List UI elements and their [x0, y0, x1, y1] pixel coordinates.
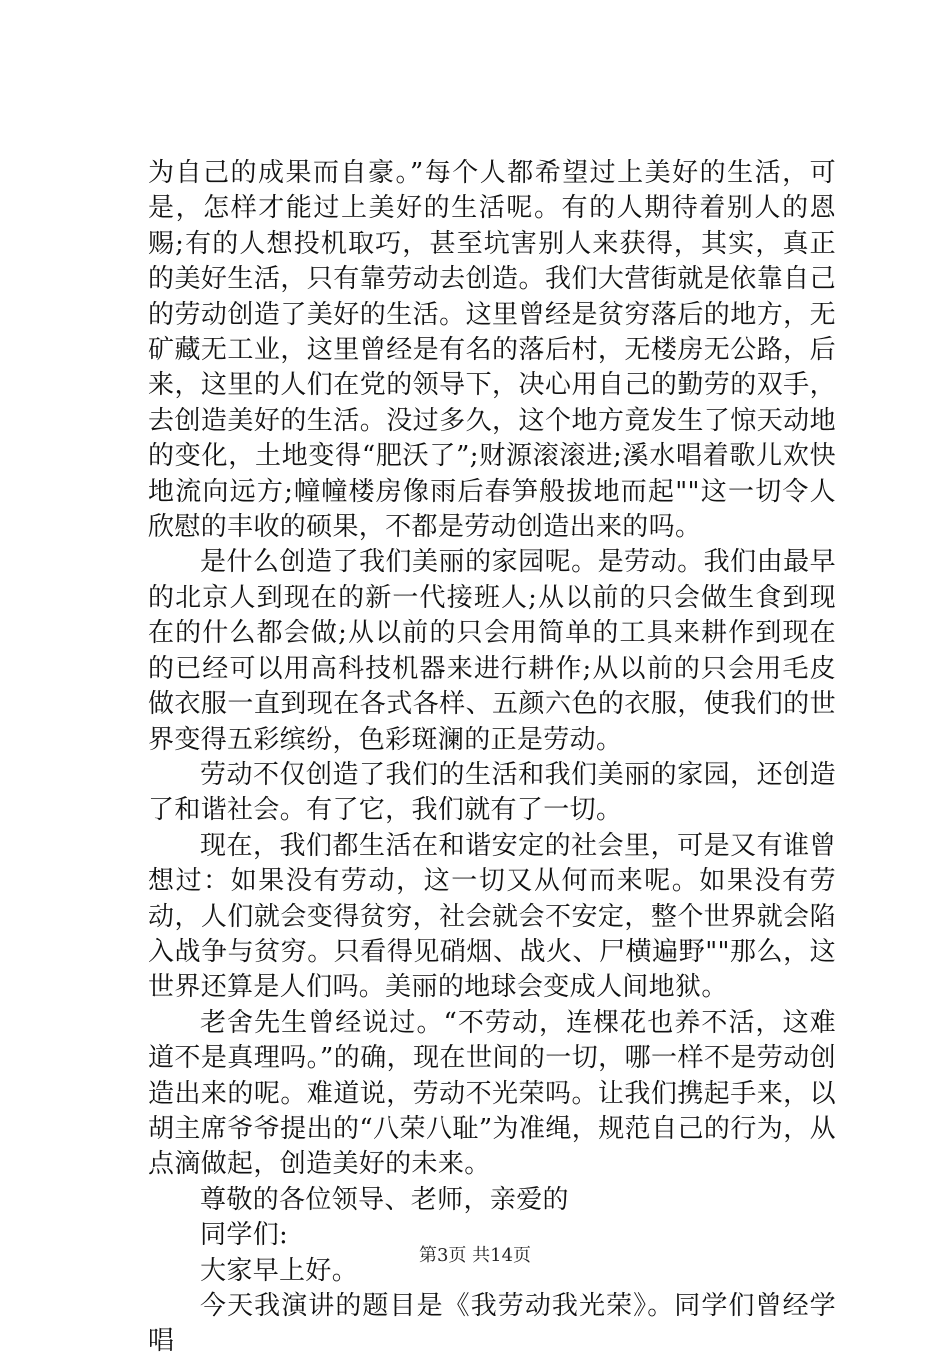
page-number-footer: 第3页 共14页 [418, 1245, 532, 1266]
greeting-line: 大家早上好。 [200, 1255, 359, 1286]
salutation-line: 尊敬的各位领导、老师，亲爱的 [200, 1184, 569, 1215]
paragraph-3: 劳动不仅创造了我们的生活和我们美丽的家园，还创造了和谐社会。有了它，我们就有了一切。 [148, 759, 836, 826]
speech-topic-line: 今天我演讲的题目是《我劳动我光荣》。同学们曾经学唱 [148, 1291, 836, 1357]
paragraph-2: 是什么创造了我们美丽的家园呢。是劳动。我们由最早的北京人到现在的新一代接班人;从以前的只会做生食到现在的什么都会做;从以前的只会用简单的工具来耕作到现在的已经可以用高科技机器来进行耕作;从以前的只会用毛皮做衣服一直到现在各式各样、五颜六色的衣服，使我们的世界变得五彩缤纷，色彩斑澜的正是劳动。 [148, 547, 836, 755]
document-body [148, 156, 836, 1360]
salutation-continued: 同学们: [200, 1220, 289, 1251]
paragraph-5: 老舍先生曾经说过。“不劳动，连棵花也养不活，这难道不是真理吗。”的确，现在世间的一切，哪一样不是劳动创造出来的呢。难道说，劳动不光荣吗。让我们携起手来，以胡主席爷爷提出的“八荣八耻”为准绳，规范自己的行为，从点滴做起，创造美好的未来。 [148, 1007, 836, 1180]
paragraph-1: 为自己的成果而自豪。”每个人都希望过上美好的生活，可是，怎样才能过上美好的生活呢。有的人期待着别人的恩赐;有的人想投机取巧，甚至坑害别人来获得，其实，真正的美好生活，只有靠劳动去创造。我们大营街就是依靠自己的劳动创造了美好的生活。这里曾经是贫穷落后的地方，无矿藏无工业，这里曾经是有名的落后村，无楼房无公路，后来，这里的人们在党的领导下，决心用自己的勤劳的双手，去创造美好的生活。没过多久，这个地方竟发生了惊天动地的变化，土地变得“肥沃了”;财源滚滚进;溪水唱着歌儿欢快地流向远方;幢幢楼房像雨后春笋般拔地而起""这一切令人欣慰的丰收的硕果，不都是劳动创造出来的吗。 [148, 158, 836, 543]
paragraph-4: 现在，我们都生活在和谐安定的社会里，可是又有谁曾想过：如果没有劳动，这一切又从何而来呢。如果没有劳动，人们就会变得贫穷，社会就会不安定，整个世界就会陷入战争与贫穷。只看得见硝烟、战火、尸横遍野""那么，这世界还算是人们吗。美丽的地球会变成人间地狱。 [148, 830, 836, 1003]
